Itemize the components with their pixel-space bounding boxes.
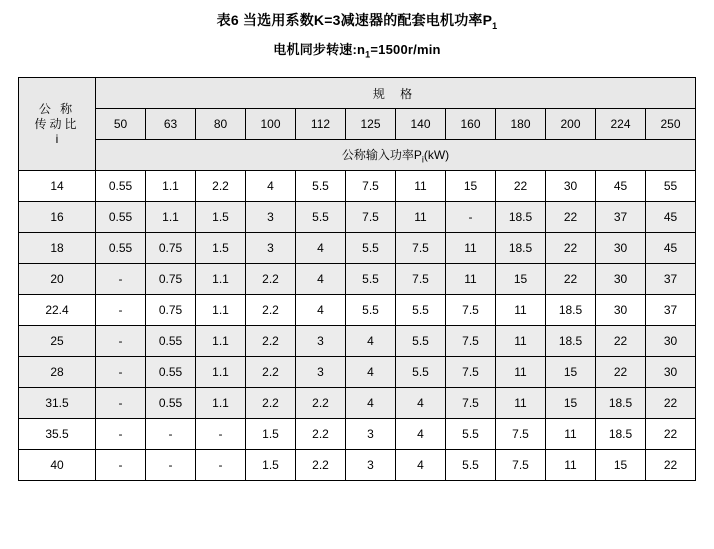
- row-value: 3: [246, 233, 296, 264]
- row-value: 22: [546, 202, 596, 233]
- row-value: 7.5: [446, 357, 496, 388]
- row-value: 7.5: [496, 419, 546, 450]
- row-value: 4: [246, 171, 296, 202]
- size-header-cell: 125: [346, 109, 396, 140]
- table-header-row-spec: [19, 78, 696, 109]
- row-value: 22: [646, 388, 696, 419]
- row-value: 2.2: [246, 357, 296, 388]
- row-value: 0.75: [146, 233, 196, 264]
- row-value: 5.5: [296, 202, 346, 233]
- row-value: 11: [546, 419, 596, 450]
- row-value: 37: [646, 295, 696, 326]
- table-row: [19, 171, 696, 202]
- row-value: 4: [346, 326, 396, 357]
- table-row: [19, 326, 696, 357]
- row-value: 1.1: [196, 388, 246, 419]
- row-value: 1.1: [196, 357, 246, 388]
- size-header-cell: 50: [96, 109, 146, 140]
- row-value: 30: [596, 264, 646, 295]
- row-value: 22: [646, 450, 696, 481]
- row-value: 30: [596, 233, 646, 264]
- row-value: 18.5: [596, 388, 646, 419]
- row-value: -: [96, 388, 146, 419]
- row-ratio: 40: [19, 450, 96, 481]
- row-value: 11: [496, 357, 546, 388]
- power-header-subscript: i: [421, 154, 424, 165]
- row-value: 11: [496, 326, 546, 357]
- row-value: 37: [646, 264, 696, 295]
- row-value: -: [96, 264, 146, 295]
- row-value: 3: [346, 450, 396, 481]
- row-value: 18.5: [596, 419, 646, 450]
- row-value: 22: [596, 326, 646, 357]
- table-row: [19, 450, 696, 481]
- table-body: [19, 78, 696, 481]
- table-row: [19, 388, 696, 419]
- row-value: -: [96, 326, 146, 357]
- row-value: 18.5: [546, 326, 596, 357]
- table-row: [19, 357, 696, 388]
- spec-group-header: 规 格: [96, 78, 696, 109]
- row-value: 2.2: [296, 450, 346, 481]
- row-value: 4: [396, 450, 446, 481]
- row-value: 7.5: [446, 295, 496, 326]
- row-value: 11: [496, 295, 546, 326]
- ratio-column-header: [19, 78, 96, 171]
- page-title-subscript: 1: [492, 20, 498, 31]
- row-ratio: 22.4: [19, 295, 96, 326]
- row-value: 3: [246, 202, 296, 233]
- row-value: 11: [396, 202, 446, 233]
- row-value: 4: [296, 295, 346, 326]
- row-value: 2.2: [296, 388, 346, 419]
- row-value: 3: [346, 419, 396, 450]
- row-value: 15: [546, 388, 596, 419]
- table-row: [19, 202, 696, 233]
- row-value: 22: [646, 419, 696, 450]
- row-value: 1.1: [146, 171, 196, 202]
- page-subtitle-rest: =1500r/min: [370, 41, 441, 57]
- row-value: -: [96, 295, 146, 326]
- row-ratio: 25: [19, 326, 96, 357]
- row-value: -: [196, 450, 246, 481]
- row-ratio: 28: [19, 357, 96, 388]
- row-value: -: [196, 419, 246, 450]
- row-value: 4: [396, 388, 446, 419]
- row-value: 5.5: [446, 450, 496, 481]
- row-value: 0.55: [96, 233, 146, 264]
- row-value: 7.5: [346, 202, 396, 233]
- row-value: 0.55: [146, 357, 196, 388]
- row-value: 2.2: [246, 295, 296, 326]
- row-value: 0.55: [96, 171, 146, 202]
- ratio-header-line3: i: [55, 131, 59, 146]
- row-value: -: [96, 419, 146, 450]
- row-value: 22: [546, 264, 596, 295]
- page-title-text: 表6 当选用系数K=3减速器的配套电机功率P: [216, 12, 493, 28]
- size-header-cell: 80: [196, 109, 246, 140]
- table-row: [19, 264, 696, 295]
- row-value: 7.5: [396, 233, 446, 264]
- size-header-cell: 250: [646, 109, 696, 140]
- row-value: 1.5: [246, 450, 296, 481]
- row-value: -: [146, 450, 196, 481]
- size-header-cell: 112: [296, 109, 346, 140]
- row-value: 0.55: [146, 326, 196, 357]
- row-value: 7.5: [446, 388, 496, 419]
- row-value: 3: [296, 357, 346, 388]
- row-ratio: 16: [19, 202, 96, 233]
- size-header-cell: 160: [446, 109, 496, 140]
- row-value: 1.1: [196, 326, 246, 357]
- row-value: 37: [596, 202, 646, 233]
- row-value: 15: [596, 450, 646, 481]
- row-value: 22: [496, 171, 546, 202]
- row-value: 2.2: [246, 326, 296, 357]
- page-subtitle-text: 电机同步转速:n: [273, 41, 366, 57]
- row-value: 5.5: [346, 233, 396, 264]
- row-value: 5.5: [396, 326, 446, 357]
- row-value: 0.75: [146, 264, 196, 295]
- row-value: 4: [396, 419, 446, 450]
- ratio-header-line2: 传动比: [34, 116, 80, 131]
- page-subtitle: [0, 31, 714, 60]
- row-ratio: 14: [19, 171, 96, 202]
- row-value: 11: [446, 264, 496, 295]
- row-value: 30: [646, 357, 696, 388]
- row-value: 22: [596, 357, 646, 388]
- row-value: 1.1: [196, 295, 246, 326]
- row-value: 18.5: [546, 295, 596, 326]
- power-group-header: [96, 140, 696, 171]
- size-header-cell: 140: [396, 109, 446, 140]
- row-value: 1.1: [196, 264, 246, 295]
- row-value: 55: [646, 171, 696, 202]
- row-value: 7.5: [446, 326, 496, 357]
- row-value: 2.2: [246, 264, 296, 295]
- row-value: 30: [646, 326, 696, 357]
- size-header-cell: 180: [496, 109, 546, 140]
- row-value: 1.5: [196, 202, 246, 233]
- row-value: -: [146, 419, 196, 450]
- table-row: [19, 295, 696, 326]
- row-value: 45: [596, 171, 646, 202]
- row-value: 7.5: [346, 171, 396, 202]
- row-value: 5.5: [346, 264, 396, 295]
- row-ratio: 31.5: [19, 388, 96, 419]
- row-value: 0.55: [96, 202, 146, 233]
- power-header-text: 公称输入功率P: [341, 148, 422, 163]
- row-ratio: 35.5: [19, 419, 96, 450]
- row-value: 4: [296, 264, 346, 295]
- size-header-cell: 224: [596, 109, 646, 140]
- row-value: 5.5: [446, 419, 496, 450]
- motor-power-table: [18, 77, 696, 481]
- row-value: 5.5: [396, 295, 446, 326]
- table-header-row-sizes: [19, 109, 696, 140]
- row-value: 18.5: [496, 233, 546, 264]
- row-value: 2.2: [196, 171, 246, 202]
- row-value: 4: [296, 233, 346, 264]
- table-header-row-power: [19, 140, 696, 171]
- row-value: 4: [346, 357, 396, 388]
- row-value: 7.5: [496, 450, 546, 481]
- row-value: 5.5: [296, 171, 346, 202]
- size-header-cell: 200: [546, 109, 596, 140]
- row-value: -: [446, 202, 496, 233]
- row-value: 11: [396, 171, 446, 202]
- row-value: -: [96, 450, 146, 481]
- row-value: 5.5: [346, 295, 396, 326]
- row-value: 15: [496, 264, 546, 295]
- page-subtitle-subscript: 1: [365, 49, 371, 60]
- row-value: 1.5: [246, 419, 296, 450]
- row-value: 5.5: [396, 357, 446, 388]
- page-title: [0, 0, 714, 31]
- size-header-cell: 100: [246, 109, 296, 140]
- row-value: 11: [546, 450, 596, 481]
- row-value: 1.5: [196, 233, 246, 264]
- row-ratio: 20: [19, 264, 96, 295]
- row-value: 15: [546, 357, 596, 388]
- row-value: -: [96, 357, 146, 388]
- power-header-unit: (kW): [423, 148, 450, 163]
- row-value: 0.55: [146, 388, 196, 419]
- row-value: 30: [596, 295, 646, 326]
- table-row: [19, 419, 696, 450]
- row-value: 2.2: [246, 388, 296, 419]
- row-value: 45: [646, 233, 696, 264]
- row-value: 3: [296, 326, 346, 357]
- size-header-cell: 63: [146, 109, 196, 140]
- row-value: 15: [446, 171, 496, 202]
- row-value: 11: [496, 388, 546, 419]
- row-value: 11: [446, 233, 496, 264]
- row-value: 0.75: [146, 295, 196, 326]
- ratio-header-line1: 公 称: [38, 101, 76, 116]
- row-ratio: 18: [19, 233, 96, 264]
- row-value: 30: [546, 171, 596, 202]
- row-value: 2.2: [296, 419, 346, 450]
- row-value: 22: [546, 233, 596, 264]
- row-value: 18.5: [496, 202, 546, 233]
- row-value: 1.1: [146, 202, 196, 233]
- row-value: 45: [646, 202, 696, 233]
- row-value: 7.5: [396, 264, 446, 295]
- row-value: 4: [346, 388, 396, 419]
- table-row: [19, 233, 696, 264]
